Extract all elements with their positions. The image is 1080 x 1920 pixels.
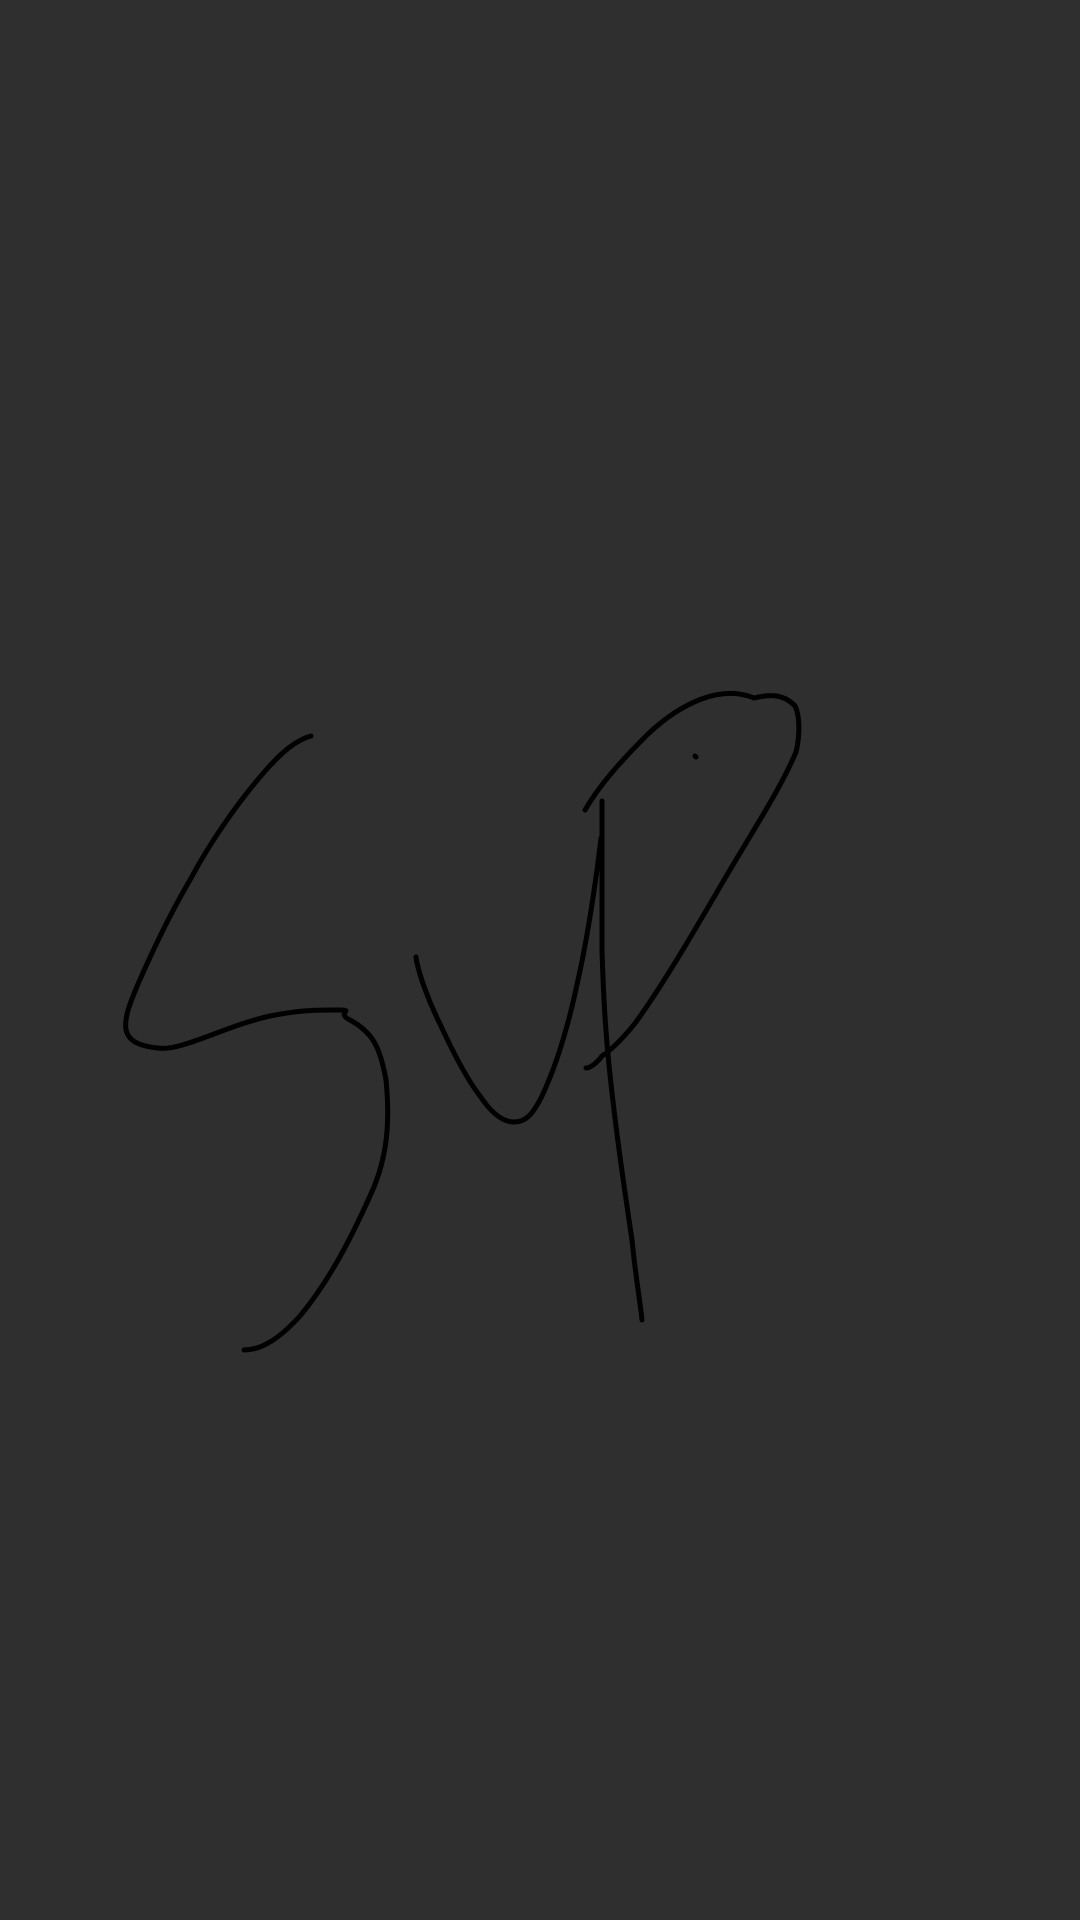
stroke-letter-s bbox=[126, 736, 388, 1350]
stroke-dot bbox=[695, 756, 696, 757]
stroke-letter-p-bowl bbox=[585, 693, 799, 1068]
stroke-letter-u bbox=[416, 838, 601, 1122]
stroke-letter-p-stem bbox=[602, 801, 642, 1320]
